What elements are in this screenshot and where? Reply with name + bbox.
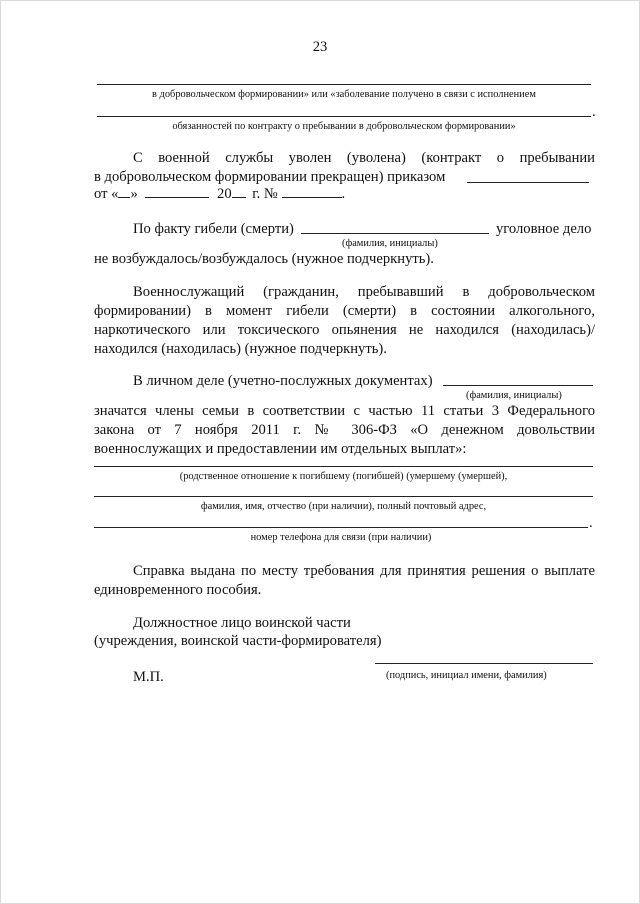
header-caption-2: обязанностей по контракту о пребывании в добровольческом формировании» (172, 121, 516, 132)
signature-caption: (подпись, инициал имени, фамилия) (386, 670, 547, 681)
personal-file-line-2: значатся члены семьи в соответствии с частью 11 статьи 3 Федерального (94, 403, 595, 419)
family-caption-2: фамилия, имя, отчество (при наличии), полный почтовый адрес, (200, 501, 487, 512)
intoxication-line-2: формировании) в момент гибели (смерти) в состоянии алкогольного, (94, 303, 595, 319)
fill-line (94, 466, 593, 467)
discharge-date-line (94, 184, 345, 204)
certificate-line-2: единовременного пособия. (94, 582, 262, 598)
intoxication-line-4: находился (находилась) (нужное подчеркнуть). (94, 341, 387, 357)
discharge-line-1: С военной службы уволен (уволена) (контракт о пребывании (133, 150, 595, 166)
death-line-1-start: По факту гибели (смерти) (133, 221, 294, 237)
header-caption-1: в добровольческом формировании» или «заболевание получено в связи с исполнением (152, 89, 536, 100)
death-line-1-end: уголовное дело (496, 221, 592, 237)
order-number-blank (282, 185, 342, 198)
fill-line (94, 527, 588, 528)
personal-file-line-4: военнослужащих и предоставлении им отдельных выплат»: (94, 441, 467, 457)
death-line-2: не возбуждалось/возбуждалось (нужное подчеркнуть). (94, 251, 434, 267)
family-caption-3: номер телефона для связи (при наличии) (250, 532, 432, 543)
family-caption-1: (родственное отношение к погибшему (погибшей) (умершему (умершей), (179, 471, 508, 482)
fill-line (94, 496, 593, 497)
official-line-2: (учреждения, воинской части-формирователя) (94, 633, 382, 649)
order-fill-line (467, 182, 589, 183)
certificate-line-1: Справка выдана по месту требования для принятия решения о выплате (133, 563, 595, 579)
year-suffix: г. № (252, 186, 278, 202)
name-fill-line (443, 385, 593, 386)
personal-file-caption: (фамилия, инициалы) (466, 390, 562, 401)
year-blank (232, 185, 246, 198)
year-prefix: 20 (217, 186, 232, 202)
day-blank (118, 185, 130, 198)
personal-file-line-1: В личном деле (учетно-послужных документах) (133, 373, 433, 389)
trailing-dot: . (589, 515, 593, 531)
personal-file-line-3: закона от 7 ноября 2011 г. № 306-ФЗ «О денежном довольствии (94, 422, 595, 438)
stamp-label: М.П. (133, 669, 164, 685)
month-blank (145, 185, 209, 198)
end-dot: . (341, 186, 346, 202)
date-open: от « (94, 186, 119, 202)
death-caption: (фамилия, инициалы) (342, 238, 438, 249)
official-line-1: Должностное лицо воинской части (133, 615, 351, 631)
signature-fill-line (375, 663, 593, 664)
trailing-dot: . (592, 104, 596, 120)
intoxication-line-1: Военнослужащий (гражданин, пребывавший в добровольческом (133, 284, 595, 300)
discharge-line-2: в добровольческом формировании прекращен) приказом (94, 169, 446, 185)
intoxication-line-3: наркотического или токсического опьянения не находился (находилась)/ (94, 322, 595, 338)
date-close: » (130, 186, 138, 202)
name-fill-line (301, 233, 489, 234)
fill-line (97, 116, 591, 117)
page-number: 23 (312, 39, 328, 55)
fill-line (97, 84, 591, 85)
